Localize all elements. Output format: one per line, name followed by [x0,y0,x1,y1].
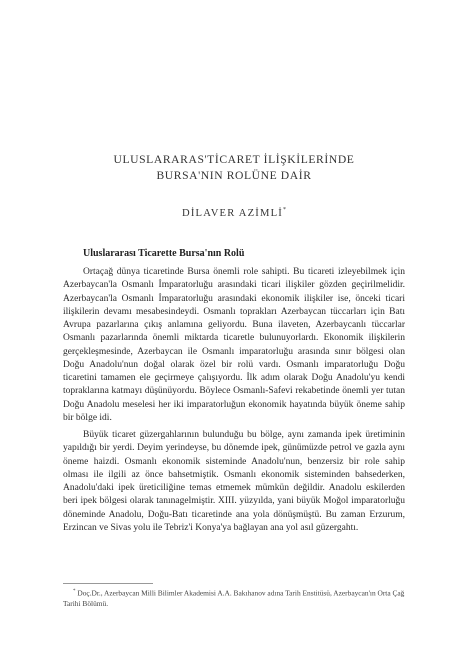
author-name: DİLAVER AZİMLİ [181,208,284,219]
footnote-divider [63,583,153,584]
title-line-2: BURSA'NIN ROLÜNE DAİR [156,169,312,182]
paragraph-2: Büyük ticaret güzergahlarının bulunduğu bu bölge, aynı zamanda ipek üretiminin yapıldığı bir yerdi. Deyim yerindeyse, bu dönemde ipek, günümüzde petrol ve gazla aynı öneme haizdi. Osmanlı ekonomik sisteminde Anadolu'nun, benzersiz bir role sahip olması ile ilgili az önce bahsetmiştik. Osmanlı ekonomik sisteminden bahsederken, Anadolu'daki ipek üreticiliğine temas etmemek mümkün değildir. Anadolu eskilerden beri ipek bölgesi olarak tanınagelmiştir. XIII. yüzyılda, yani büyük Moğol imparatorluğu döneminde Anadolu, Doğu-Batı ticaretinde ana yola dönüşmüştü. Bu zaman Erzurum, Erzincan ve Sivas yolu ile Tebriz'i Konya'ya bağlayan ana yol asıl güzergahtı. [63,430,405,533]
article-title [60,152,408,184]
paragraph-1: Ortaçağ dünya ticaretinde Bursa önemli role sahipti. Bu ticareti izleyebilmek için Azerbaycan'la Osmanlı İmparatorluğu arasındaki ticari ilişkiler gözden geçirilmelidir. Azerbaycan'la Osmanlı İmparatorluğu arasındaki ekonomik ilişkiler ise, önceki ticari ilişkilerin devamı mesabesindeydi. Osmanlı toprakları Azerbaycan tüccarları için Batı Avrupa pazarlarına çıkış anlamına geliyordu. Buna ilaveten, Azerbaycanlı tüccarlar Osmanlı pazarlarında önemli miktarda ticaretle bulunuyorlardı. Ekonomik ilişkilerin gerçekleşmesinde, Azerbaycan ile Osmanlı imparatorluğu arasında sınır bölgesi olan Doğu Anadolu'nun doğal olarak özel bir rolü vardı. Osmanlı imparatorluğu Doğu ticaretini tamamen ele geçirmeye çalışıyordu. İlk adım olarak Doğu Anadolu'yu kendi topraklarına katmayı düşünüyordu. Böylece Osmanlı-Safevi rekabetinde önemli yer tutan Doğu Anadolu meselesi her iki imparatorluğun ekonomik hayatında büyük öneme sahip bir bölge idi. [63,267,405,423]
footnote [63,587,405,609]
footnote-mark: * [73,589,76,594]
author-footnote-mark: * [283,207,287,213]
footnote-text: Doç.Dr., Azerbaycan Milli Bilimler Akademisi A.A. Bakıhanov adına Tarih Enstitüsü, Azerbaycan'ın Orta Çağ Tarihi Bölümü. [63,588,405,608]
body-text [63,266,405,539]
title-line-1: ULUSLARARAS'TİCARET İLİŞKİLERİNDE [113,153,355,166]
section-heading: Uluslararası Ticarette Bursa'nın Rolü [83,248,245,259]
author-line [60,208,408,219]
